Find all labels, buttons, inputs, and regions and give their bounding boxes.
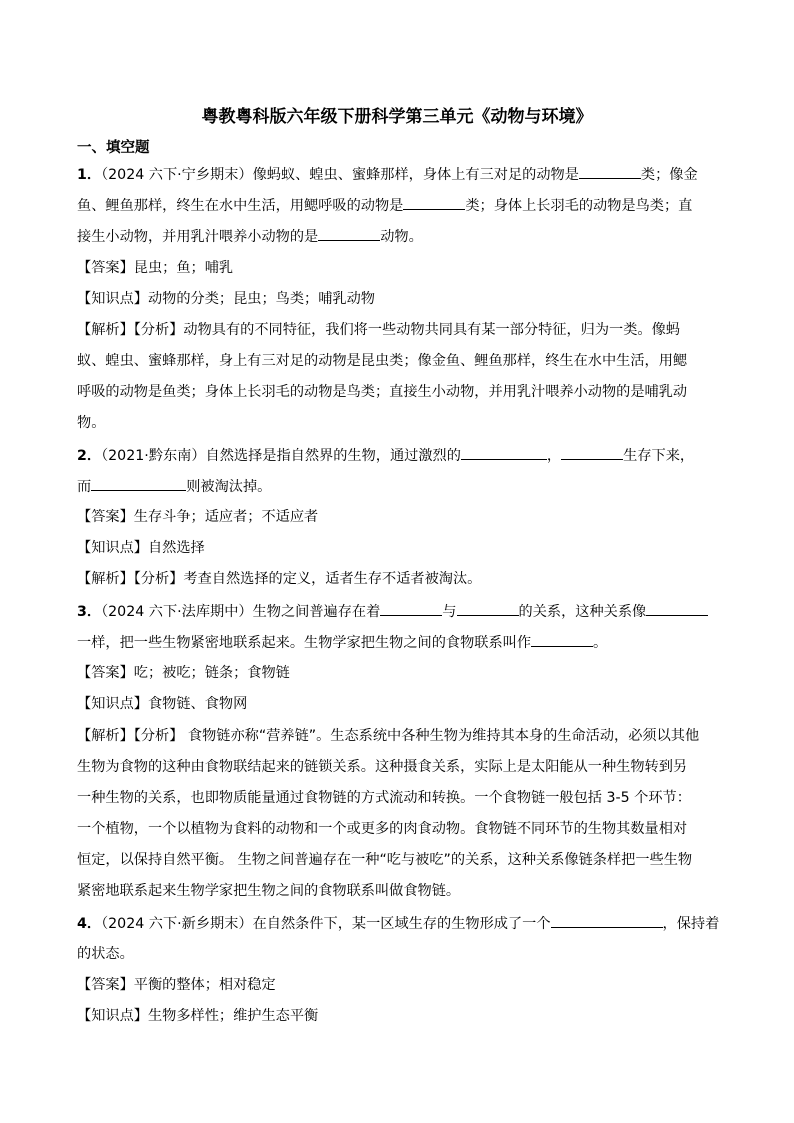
q3-number: 3． [77,604,102,620]
q3-line-2 [77,632,722,653]
q2-blank-1[interactable] [461,445,547,460]
q2-blank-2[interactable] [561,445,623,460]
q4-text: 的状态。 [77,946,134,962]
q3-text: 一样，把一些生物紧密地联系起来。生物学家把生物之间的食物联系叫作 [77,635,532,651]
q1-line-1 [77,164,722,185]
q1-analysis-line: 呼吸的动物是鱼类；身体上长羽毛的动物是鸟类；直接生小动物，并用乳汁喂养小动物的是哺乳动 [77,384,688,400]
q3-text: 生物之间普遍存在着 [252,604,381,620]
q2-text: 而 [77,479,92,495]
q4-source: （2024 六下·新乡期末） [101,916,253,932]
section-heading: 一、填空题 [77,140,150,156]
q3-source: （2024 六下·法库期中） [101,604,253,620]
q1-source: （2024 六下·宁乡期末） [101,167,253,183]
q2-number: 2． [77,448,102,464]
q3-blank-3[interactable] [646,601,708,616]
q3-analysis-line: 【解析】【分析】 食物链亦称“营养链”。生态系统中各种生物为维持其本身的生命活动，必须以其他 [77,728,700,744]
q1-analysis-line: 【解析】【分析】动物具有的不同特征，我们将一些动物共同具有某一部分特征，归为一类。像蚂 [77,322,680,338]
q1-line-2 [77,195,722,216]
q4-text: ，保持着 [662,916,720,932]
q4-text: 在自然条件下，某一区域生存的生物形成了一个 [252,916,551,932]
q2-knowledge: 【知识点】自然选择 [77,540,205,556]
q1-knowledge: 【知识点】动物的分类；昆虫；鸟类；哺乳动物 [77,291,375,307]
q3-blank-4[interactable] [531,632,593,647]
q1-text: 动物。 [380,229,423,245]
q3-text: 的关系，这种关系像 [518,604,647,620]
q1-blank-3[interactable] [318,226,380,241]
q3-blank-1[interactable] [380,601,442,616]
q3-knowledge: 【知识点】食物链、食物网 [77,696,248,712]
q4-knowledge: 【知识点】生物多样性；维护生态平衡 [77,1008,319,1024]
q3-text: 。 [593,635,608,651]
q2-blank-3[interactable] [91,476,186,491]
q2-text: 自然选择是指自然界的生物，通过激烈的 [205,448,461,464]
q4-line-1 [77,913,722,934]
q1-blank-2[interactable] [403,195,465,210]
q4-line-2 [77,944,722,964]
page-title: 粤教粤科版六年级下册科学第三单元《动物与环境》 [201,107,593,127]
q4-blank-1[interactable] [551,913,663,928]
q1-text: 像蚂蚁、蝗虫、蜜蜂那样，身体上有三对足的动物是 [252,167,579,183]
q1-text: 类；身体上长羽毛的动物是鸟类；直 [465,198,693,214]
q3-line-1 [77,601,722,622]
q1-text: 类；像金 [640,167,698,183]
q3-analysis-line: 紧密地联系起来生物学家把生物之间的食物联系叫做食物链。 [77,883,461,899]
q2-source: （2021·黔东南） [101,448,206,464]
q3-analysis-line: 恒定，以保持自然平衡。 生物之间普遍存在一种“吃与被吃”的关系，这种关系像链条样把一些生物 [77,852,693,868]
q2-text: ， [546,448,562,464]
q2-answer: 【答案】生存斗争；适应者；不适应者 [77,509,319,525]
q1-line-3 [77,226,722,247]
q2-text: 生存下来， [623,448,695,464]
q1-analysis-line: 蚁、蝗虫、蜜蜂那样，身上有三对足的动物是昆虫类；像金鱼、鲤鱼那样，终生在水中生活，用鳃 [77,353,688,369]
q3-analysis-line: 生物为食物的这种由食物联结起来的链锁关系。这种摄食关系，实际上是太阳能从一种生物转到另 [77,759,688,775]
q1-analysis-line: 物。 [77,415,106,431]
q3-analysis-line: 一种生物的关系，也即物质能量通过食物链的方式流动和转换。一个食物链一般包括 3-5 个环节： [77,790,691,806]
q1-text: 接生小动物，并用乳汁喂养小动物的是 [77,229,319,245]
q1-answer: 【答案】昆虫；鱼；哺乳 [77,260,234,276]
q3-answer: 【答案】吃；被吃；链条；食物链 [77,665,290,681]
q2-analysis-line: 【解析】【分析】考查自然选择的定义，适者生存不适者被淘汰。 [77,571,482,587]
q3-text: 与 [442,604,457,620]
q2-line-1 [77,445,722,466]
q4-number: 4． [77,916,102,932]
q3-analysis-line: 一个植物，一个以植物为食料的动物和一个或更多的肉食动物。食物链不同环节的生物其数量相对 [77,821,688,837]
q4-answer: 【答案】平衡的整体；相对稳定 [77,977,276,993]
q1-text: 鱼、鲤鱼那样，终生在水中生活，用鳃呼吸的动物是 [77,198,404,214]
q1-blank-1[interactable] [579,164,641,179]
q2-text: 则被淘汰掉。 [186,479,272,495]
q3-blank-2[interactable] [457,601,519,616]
q1-number: 1． [77,167,102,183]
q2-line-2 [77,476,722,497]
